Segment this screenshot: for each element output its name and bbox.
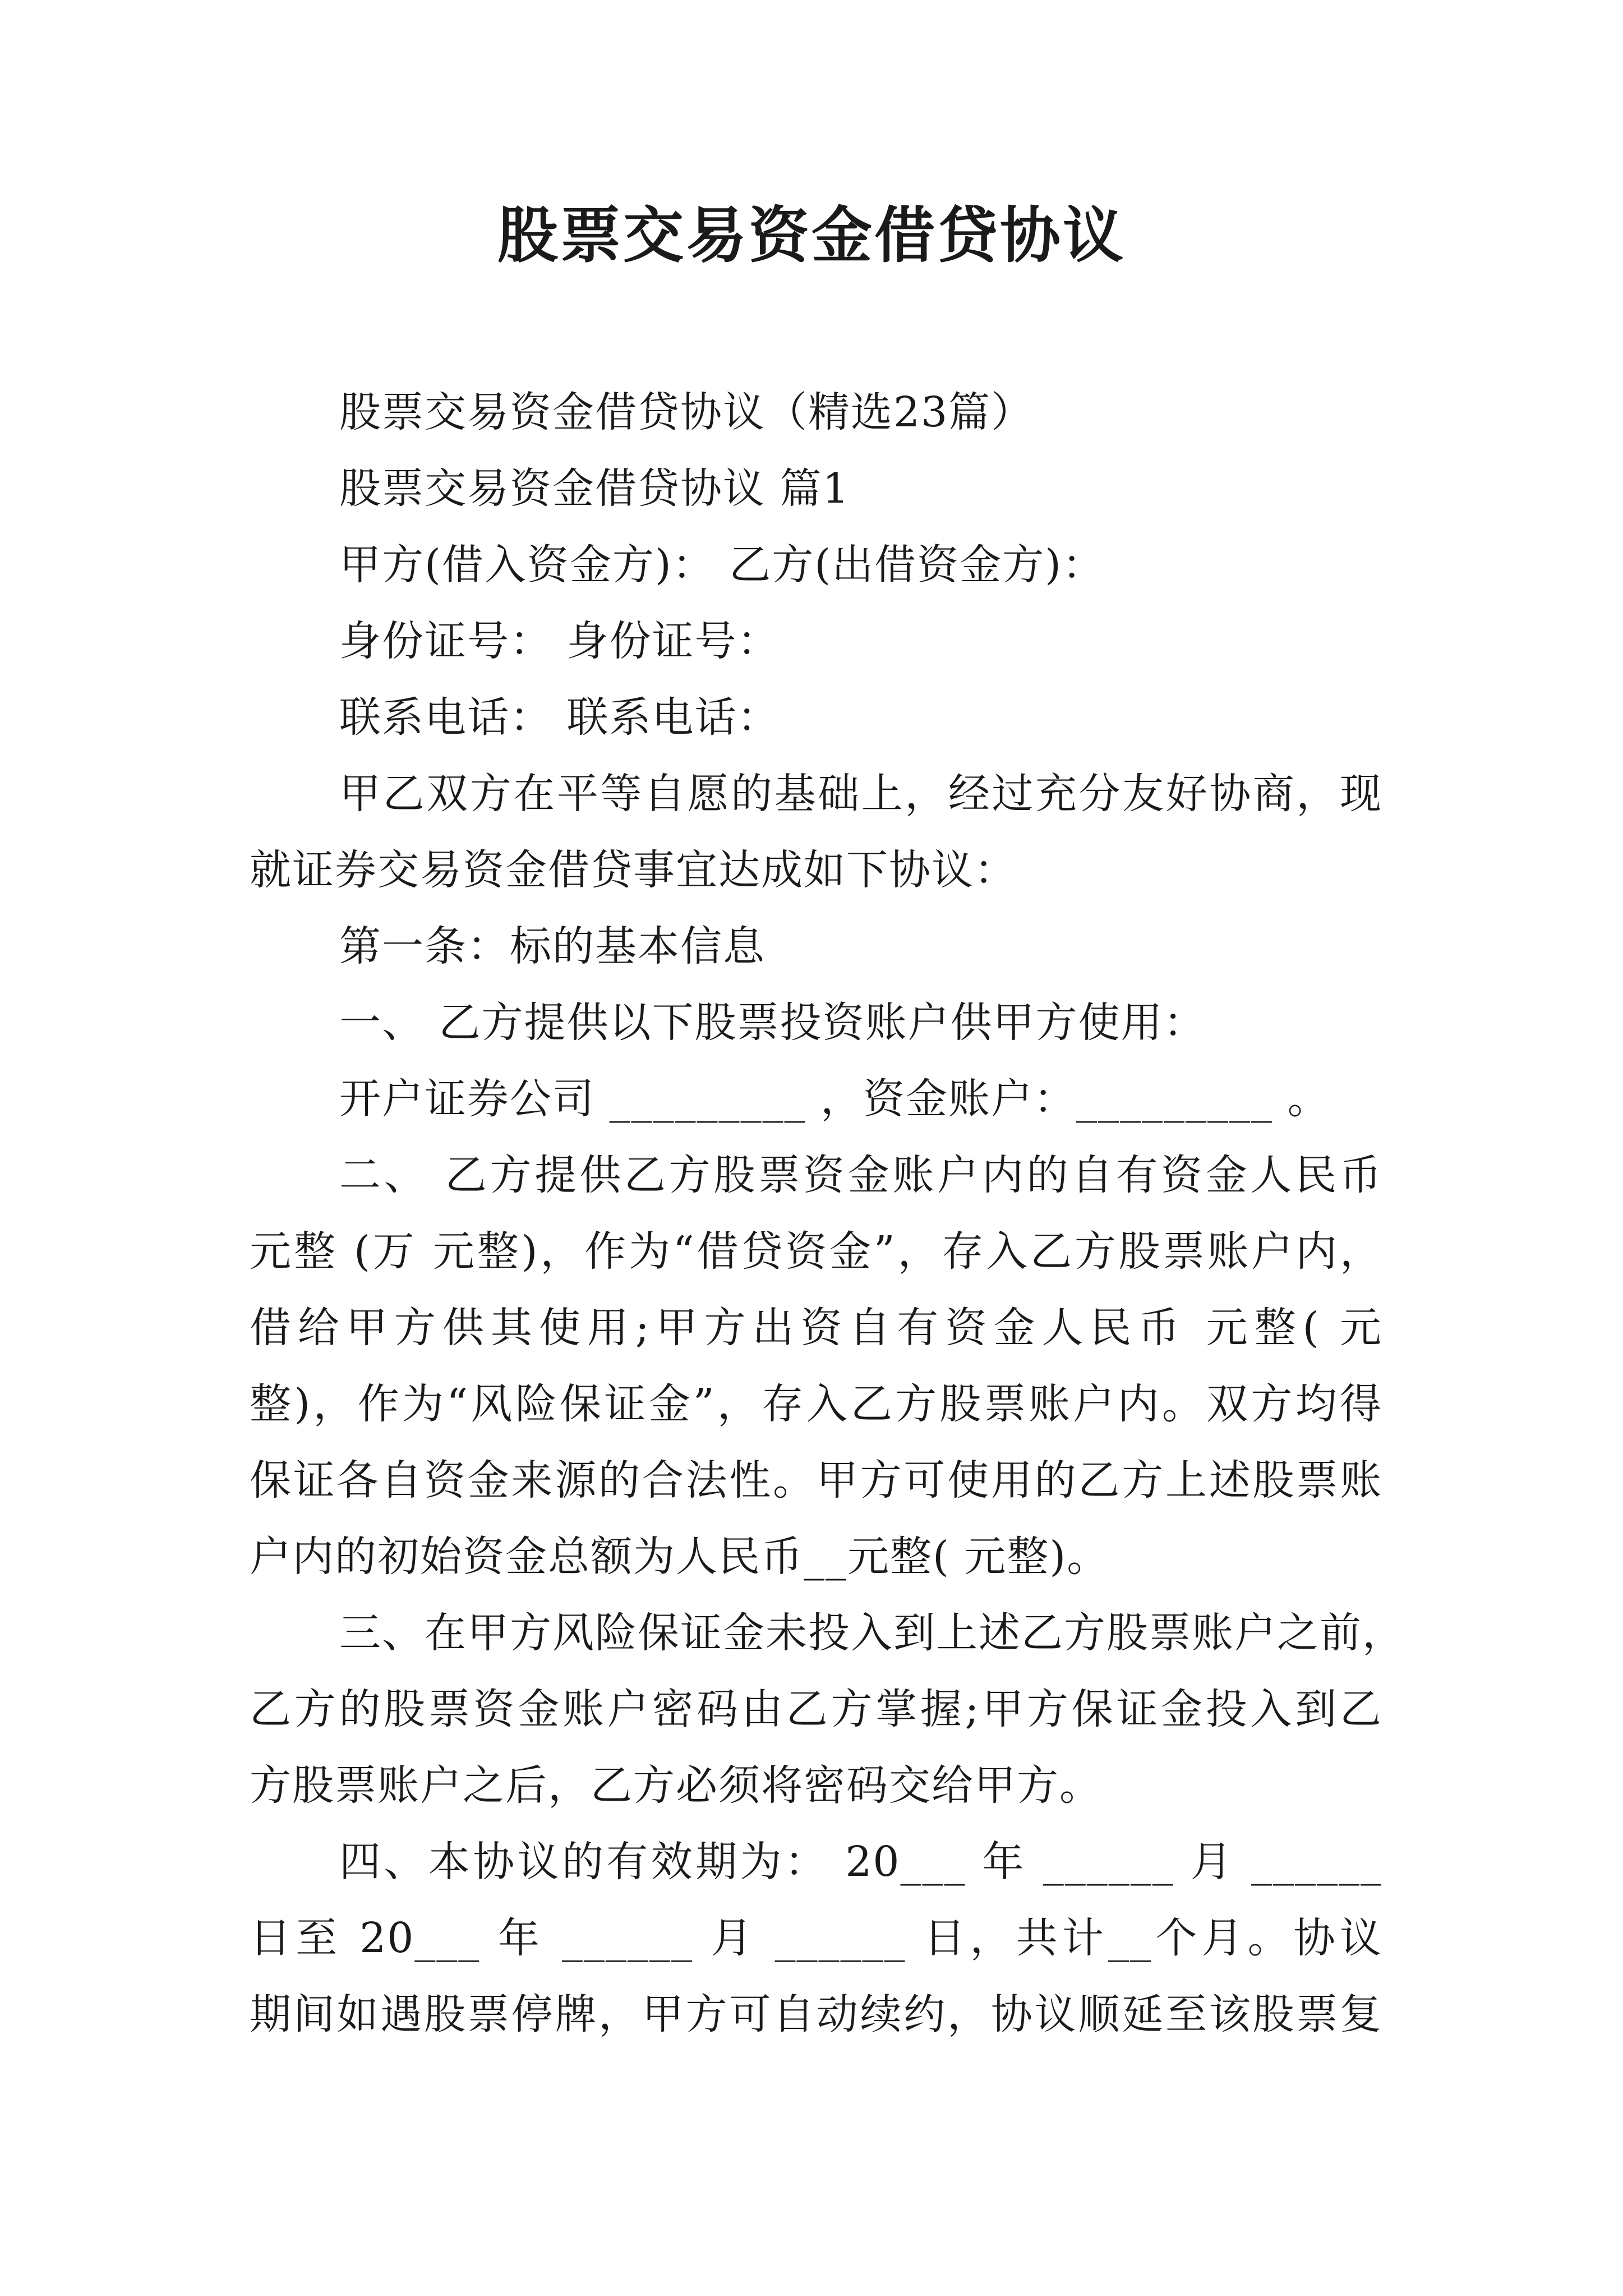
paragraph-line: 乙方的股票资金账户密码由乙方掌握;甲方保证金投入到乙 (250, 1685, 1382, 1733)
paragraph-line: 元整 (万 元整)，作为“借贷资金”，存入乙方股票账户内， (250, 1227, 1382, 1276)
paragraph-line: 四、本协议的有效期为： 20___ 年 ______ 月 ______ (339, 1838, 1382, 1886)
paragraph-line: 借给甲方供其使用;甲方出资自有资金人民币 元整( 元 (250, 1304, 1382, 1352)
paragraph-line: 方股票账户之后，乙方必须将密码交给甲方。 (250, 1761, 1102, 1810)
paragraph-line: 保证各自资金来源的合法性。甲方可使用的乙方上述股票账 (250, 1456, 1382, 1504)
paragraph-line: 日至 20___ 年 ______ 月 ______ 日，共计__个月。协议 (250, 1914, 1382, 1962)
paragraph-line: 一、 乙方提供以下股票投资账户供甲方使用： (339, 999, 1206, 1047)
paragraph-line: 开户证券公司 _________ ，资金账户：_________ 。 (339, 1075, 1330, 1123)
paragraph-line: 甲方(借入资金方)： 乙方(出借资金方)： (339, 541, 1105, 589)
paragraph-line: 二、 乙方提供乙方股票资金账户内的自有资金人民币 (339, 1151, 1382, 1199)
paragraph-line: 就证券交易资金借贷事宜达成如下协议： (250, 846, 1017, 894)
document-body (250, 374, 1405, 2053)
paragraph-line: 股票交易资金借贷协议（精选23篇） (339, 388, 1034, 436)
paragraph-line: 户内的初始资金总额为人民币__元整( 元整)。 (250, 1533, 1110, 1581)
paragraph-line: 期间如遇股票停牌，甲方可自动续约，协议顺延至该股票复 (250, 1990, 1382, 2039)
paragraph-line: 身份证号： 身份证号： (339, 617, 780, 665)
paragraph-line: 整)，作为“风险保证金”，存入乙方股票账户内。双方均得 (250, 1380, 1382, 1428)
paragraph-line: 联系电话： 联系电话： (339, 693, 780, 742)
document-title: 股票交易资金借贷协议 (497, 200, 1126, 271)
paragraph-line: 三、在甲方风险保证金未投入到上述乙方股票账户之前， (339, 1609, 1405, 1657)
paragraph-line: 股票交易资金借贷协议 篇1 (339, 464, 850, 513)
paragraph-line: 第一条：标的基本信息 (339, 922, 766, 970)
paragraph-line: 甲乙双方在平等自愿的基础上，经过充分友好协商，现 (339, 770, 1382, 818)
